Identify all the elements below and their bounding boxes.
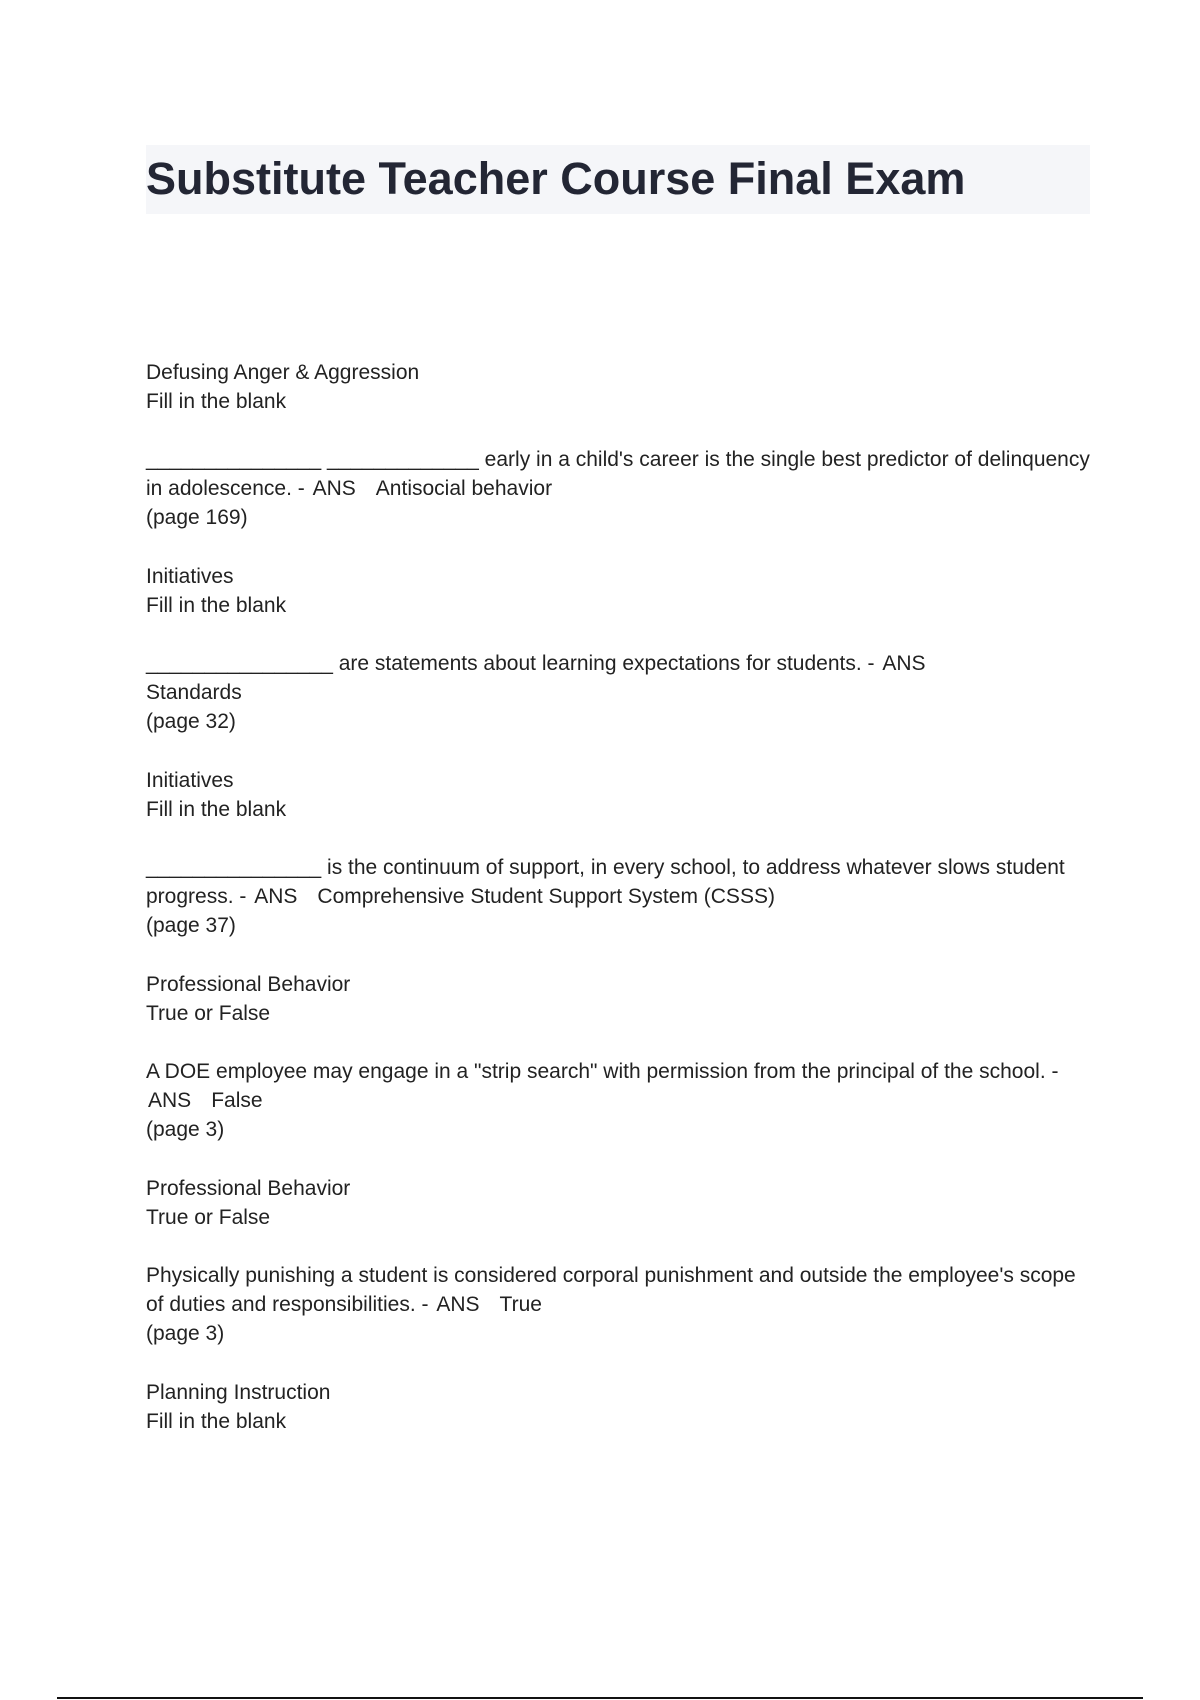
ans-label: ANS: [436, 1293, 480, 1316]
answer-text: Comprehensive Student Support System (CSSS): [317, 885, 775, 908]
title-banner: [146, 145, 1090, 214]
page-bottom-rule: [57, 1697, 1143, 1699]
question-category: Planning Instruction: [146, 1381, 331, 1404]
question-category: Defusing Anger & Aggression: [146, 361, 420, 384]
question-type: Fill in the blank: [146, 1410, 287, 1433]
question-text-block: [146, 853, 1096, 911]
answer-text: Standards: [146, 681, 242, 704]
ans-label: ANS: [312, 477, 356, 500]
question-text: A DOE employee may engage in a "strip search" with permission from the principal of the school. -: [146, 1060, 1059, 1083]
page-reference: (page 169): [146, 506, 248, 529]
page-reference: (page 3): [146, 1118, 225, 1141]
question-item: [146, 562, 1096, 736]
answer-text: Antisocial behavior: [375, 477, 553, 500]
question-list: [146, 358, 1096, 1466]
question-text: Physically punishing a student is considered corporal punishment and outside the employee's scope of duties and responsibilities. -: [146, 1264, 1076, 1316]
ans-label: ANS: [148, 1089, 192, 1112]
question-type: True or False: [146, 1206, 271, 1229]
question-type: Fill in the blank: [146, 390, 287, 413]
question-item: [146, 970, 1096, 1144]
question-item: [146, 1174, 1096, 1348]
question-item: [146, 766, 1096, 940]
document-title: Substitute Teacher Course Final Exam: [146, 153, 966, 204]
answer-text: False: [211, 1089, 263, 1112]
question-text: ________________ are statements about learning expectations for students. -: [146, 652, 875, 675]
question-item: [146, 1378, 1096, 1436]
question-text-block: [146, 445, 1096, 503]
question-category: Initiatives: [146, 769, 234, 792]
question-category: Professional Behavior: [146, 973, 351, 996]
answer-text: True: [499, 1293, 542, 1316]
question-text: _______________ _____________ early in a child's career is the single best predictor of delinquency in adolescence. -: [146, 448, 1090, 500]
question-text-block: [146, 649, 1096, 707]
page-reference: (page 37): [146, 914, 236, 937]
ans-label: ANS: [882, 652, 926, 675]
question-category: Initiatives: [146, 565, 234, 588]
ans-label: ANS: [254, 885, 298, 908]
question-text-block: [146, 1057, 1096, 1115]
page-reference: (page 3): [146, 1322, 225, 1345]
question-type: Fill in the blank: [146, 798, 287, 821]
question-type: True or False: [146, 1002, 271, 1025]
page-reference: (page 32): [146, 710, 236, 733]
question-text-block: [146, 1261, 1096, 1319]
question-item: [146, 358, 1096, 532]
question-text: _______________ is the continuum of support, in every school, to address whatever slows student progress. -: [146, 856, 1065, 908]
question-category: Professional Behavior: [146, 1177, 351, 1200]
question-type: Fill in the blank: [146, 594, 287, 617]
